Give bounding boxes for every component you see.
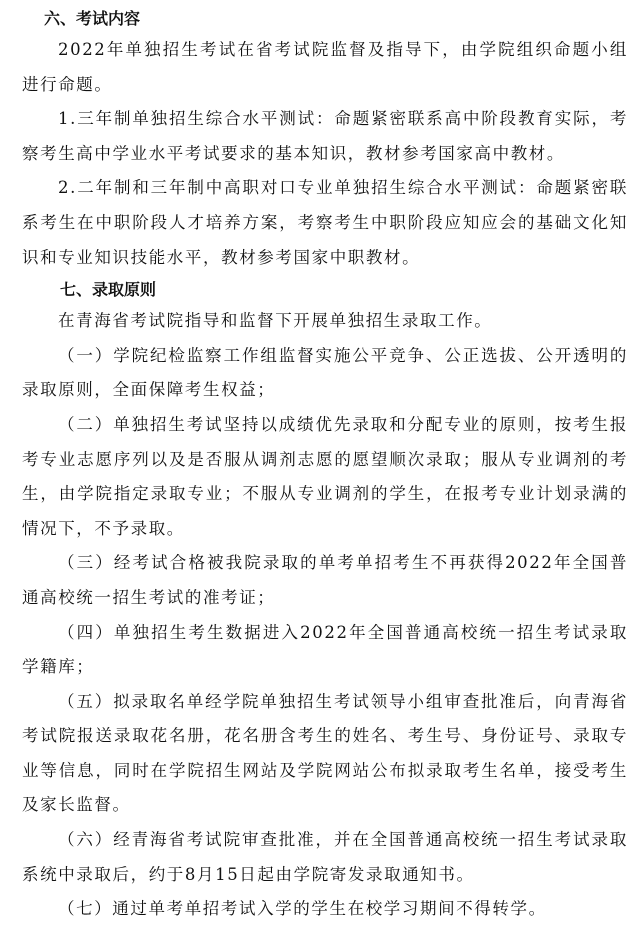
paragraph: （七）通过单考单招考试入学的学生在校学习期间不得转学。 [58, 899, 547, 919]
section-admission-principles [22, 275, 628, 927]
paragraph: （五）拟录取名单经学院单独招生考试领导小组审查批准后，向青海省考试院报送录取花名册，花名册含考生的姓名、考生号、身份证号、录取专业等信息，同时在学院招生网站及学院网站公布拟录取考生名单，接受考生及家长监督。 [22, 691, 628, 815]
paragraph: （六）经青海省考试院审查批准，并在全国普通高校统一招生考试录取系统中录取后，约于8月15日起由学院寄发录取通知书。 [22, 830, 628, 884]
paragraph: 2022年单独招生考试在省考试院监督及指导下，由学院组织命题小组进行命题。 [22, 40, 628, 94]
paragraph: 1.三年制单独招生综合水平测试：命题紧密联系高中阶段教育实际，考察考生高中学业水平考试要求的基本知识，教材参考国家高中教材。 [22, 109, 628, 163]
paragraph: （三）经考试合格被我院录取的单考单招考生不再获得2022年全国普通高校统一招生考试的准考证； [22, 553, 628, 607]
paragraph: （一）学院纪检监察工作组监督实施公平竞争、公正选拔、公开透明的录取原则，全面保障考生权益； [22, 345, 628, 400]
paragraph: 2.二年制和三年制中高职对口专业单独招生综合水平测试：命题紧密联系考生在中职阶段人才培养方案，考察考生中职阶段应知应会的基础文化知识和专业知识技能水平，教材参考国家中职教材。 [22, 178, 628, 267]
paragraph: （四）单独招生考生数据进入2022年全国普通高校统一招生考试录取学籍库； [22, 622, 628, 677]
section-heading-exam-content: 六、考试内容 [44, 9, 141, 28]
paragraph: 在青海省考试院指导和监督下开展单独招生录取工作。 [58, 311, 493, 331]
paragraph: （二）单独招生考试坚持以成绩优先录取和分配专业的原则，按考生报考专业志愿序列以及是否服从调剂志愿的愿望顺次录取；服从专业调剂的考生，由学院指定录取专业；不服从专业调剂的学生，在报考专业计划录满的情况下，不予录取。 [22, 414, 628, 538]
section-heading-admission-principles: 七、录取原则 [60, 280, 157, 300]
section-exam-content [22, 4, 628, 275]
